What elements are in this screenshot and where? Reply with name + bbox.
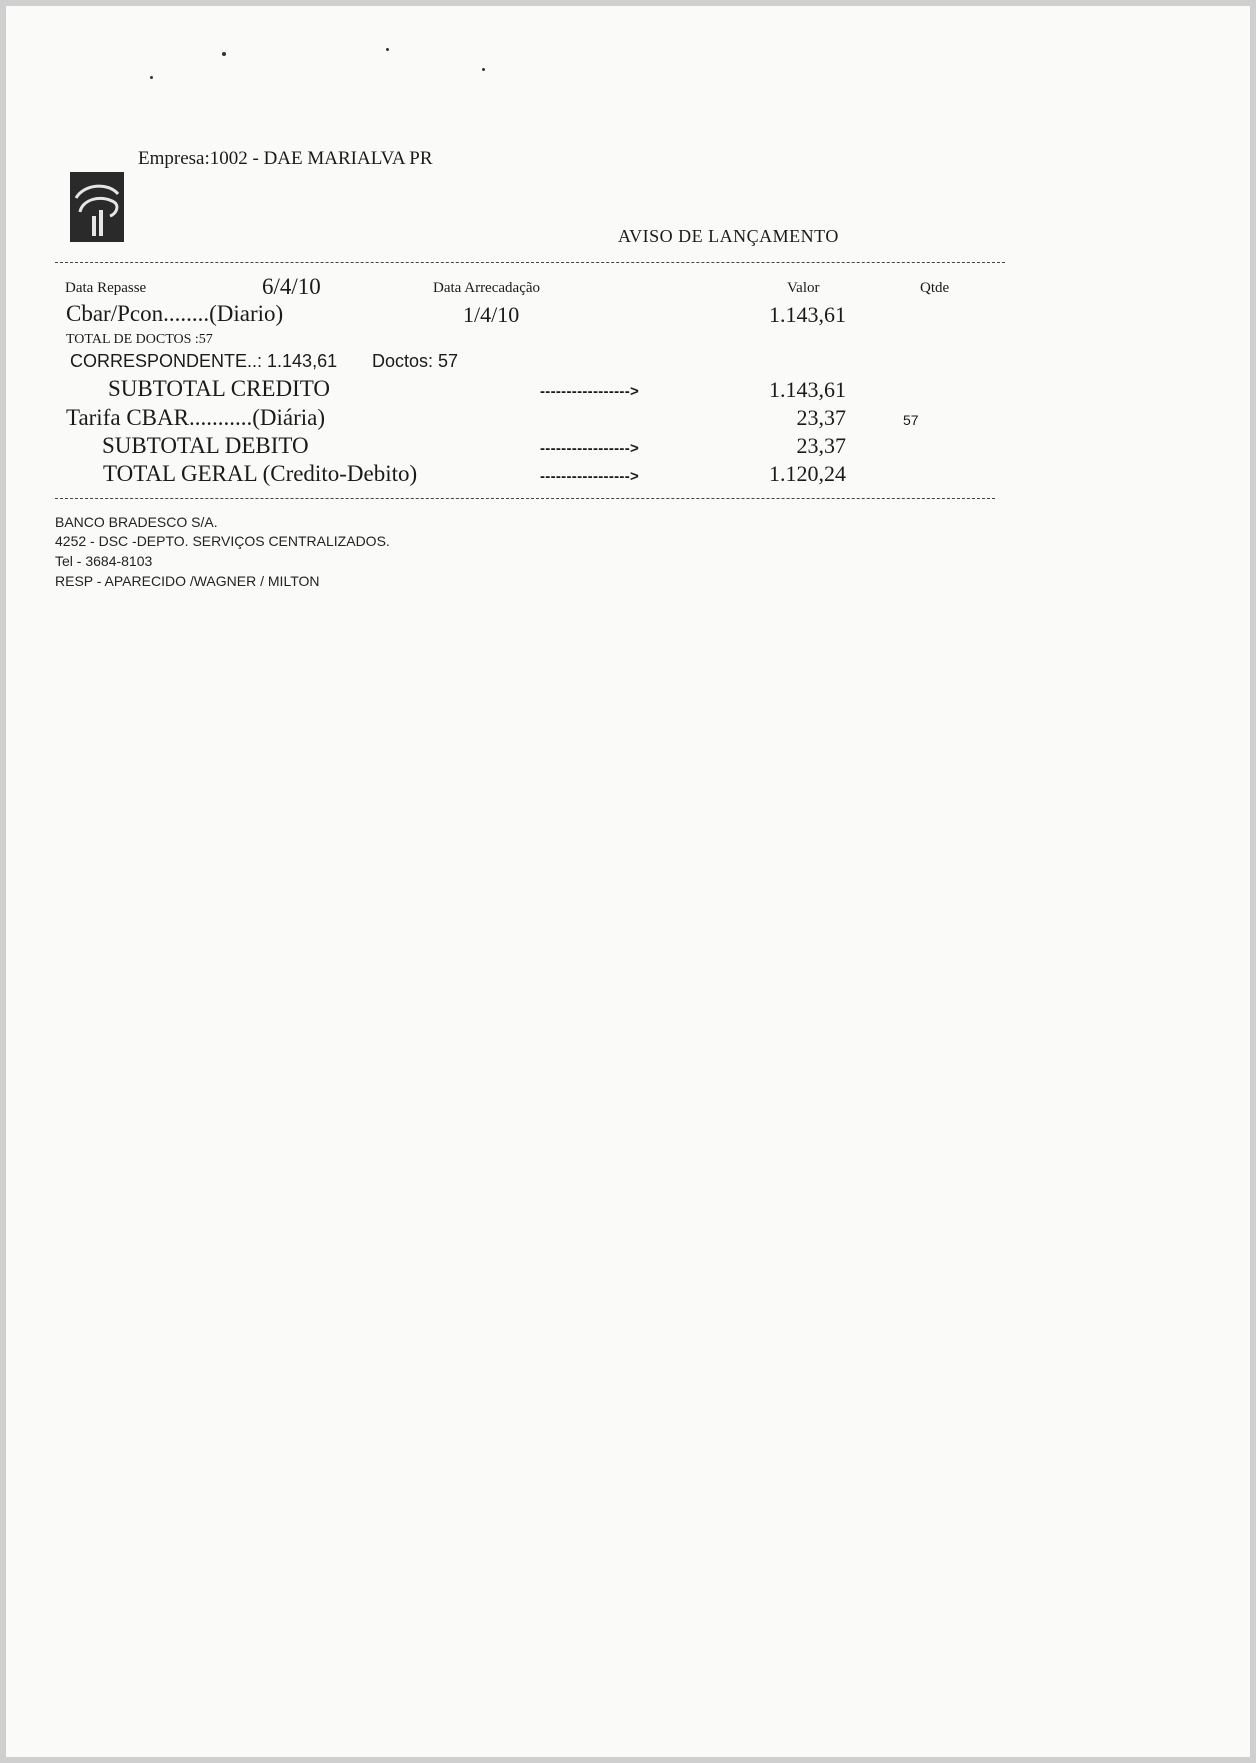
arrow-connector: ----------------->: [540, 383, 640, 400]
cbar-label: Cbar/Pcon........(Diario): [66, 301, 284, 326]
subtotal-debito-value: 23,37: [796, 433, 846, 458]
correspondente-line: CORRESPONDENTE..: 1.143,61: [70, 351, 338, 371]
data-repasse-value: 6/4/10: [262, 274, 321, 299]
cbar-value: 1.143,61: [769, 302, 846, 327]
data-repasse-label: Data Repasse: [65, 280, 147, 296]
valor-label: Valor: [787, 280, 820, 296]
data-arrecadacao-label: Data Arrecadação: [433, 280, 541, 296]
subtotal-debito-label: SUBTOTAL DEBITO: [102, 433, 309, 458]
cbar-date: 1/4/10: [463, 302, 520, 327]
footer-bank: BANCO BRADESCO S/A.: [55, 514, 218, 530]
footer-department: 4252 - DSC -DEPTO. SERVIÇOS CENTRALIZADOS.: [55, 533, 390, 549]
total-geral-value: 1.120,24: [769, 461, 846, 486]
scan-speck: [222, 52, 226, 56]
arrow-connector: ----------------->: [540, 440, 640, 457]
dashed-divider: [55, 498, 995, 499]
scan-speck: [482, 68, 485, 71]
company-name: Empresa:1002 - DAE MARIALVA PR: [138, 148, 433, 169]
scan-speck: [150, 76, 153, 79]
qtde-label: Qtde: [920, 280, 950, 296]
scan-speck: [386, 48, 389, 51]
document-title: AVISO DE LANÇAMENTO: [618, 226, 839, 246]
tarifa-label: Tarifa CBAR...........(Diária): [66, 405, 325, 430]
footer-responsible: RESP - APARECIDO /WAGNER / MILTON: [55, 573, 320, 589]
footer-phone: Tel - 3684-8103: [55, 553, 153, 569]
tarifa-qtde: 57: [903, 412, 919, 428]
tarifa-value: 23,37: [796, 405, 846, 430]
dashed-divider: [55, 262, 1005, 263]
subtotal-credito-label: SUBTOTAL CREDITO: [108, 376, 330, 401]
arrow-connector: ----------------->: [540, 468, 640, 485]
bank-logo-icon: [70, 172, 124, 242]
total-doctos: TOTAL DE DOCTOS :57: [66, 332, 213, 347]
doctos-count: Doctos: 57: [372, 351, 459, 371]
subtotal-credito-value: 1.143,61: [769, 377, 846, 402]
total-geral-label: TOTAL GERAL (Credito-Debito): [103, 461, 418, 486]
